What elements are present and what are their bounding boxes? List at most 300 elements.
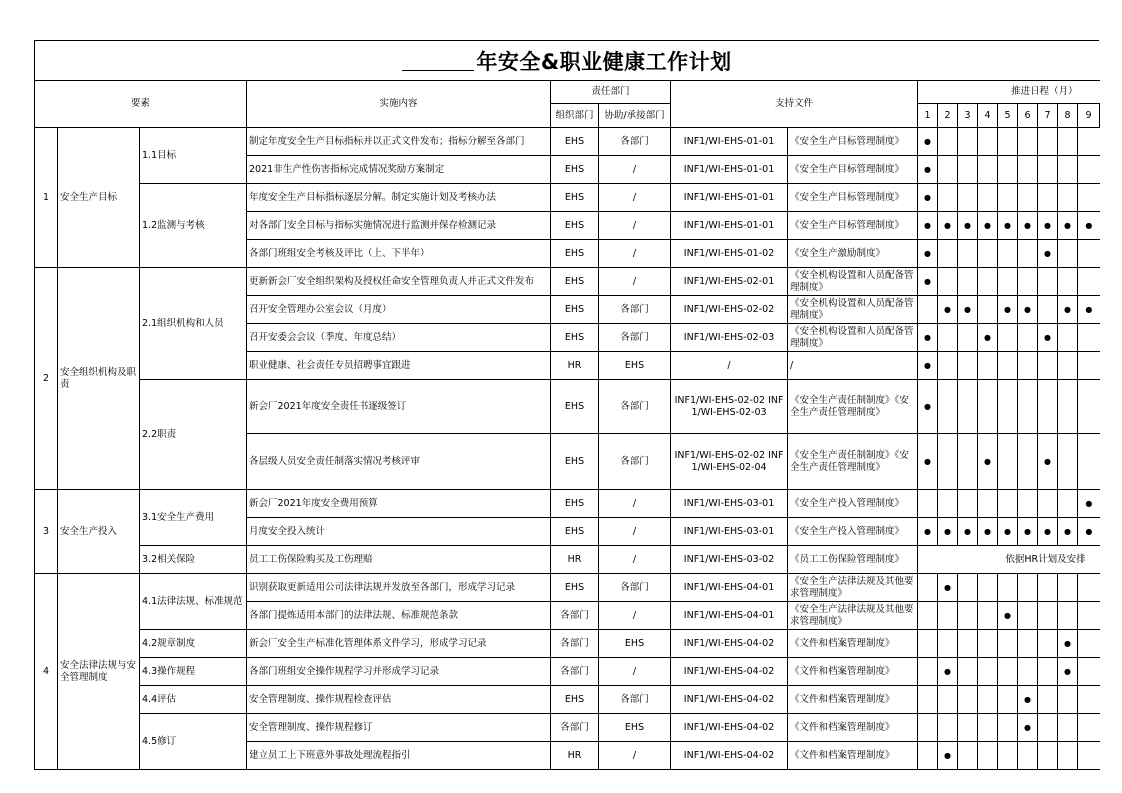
month-cell	[1038, 380, 1058, 434]
section-name: 安全法律法规与安全管理制度	[58, 574, 140, 770]
month-cell	[1038, 574, 1058, 602]
month-cell	[1058, 490, 1078, 518]
org-dept: EHS	[551, 434, 599, 490]
month-mark: ●	[1038, 434, 1058, 490]
month-cell	[1038, 352, 1058, 380]
month-cell	[1018, 184, 1038, 212]
month-cell	[918, 714, 938, 742]
table-row	[35, 714, 1100, 742]
month-cell	[958, 490, 978, 518]
month-cell	[1058, 434, 1078, 490]
month-cell	[978, 490, 998, 518]
assist-dept: EHS	[599, 714, 671, 742]
month-cell	[938, 630, 958, 658]
doc-name: 《安全机构设置和人员配备管理制度》	[788, 296, 918, 324]
month-cell	[1018, 268, 1038, 296]
month-cell	[978, 658, 998, 686]
org-dept: EHS	[551, 128, 599, 156]
month-mark: ●	[1078, 296, 1100, 324]
doc-name: 《安全生产激励制度》	[788, 240, 918, 268]
month-header: 7	[1038, 104, 1058, 128]
task-content: 职业健康、社会责任专员招聘事宜跟进	[247, 352, 551, 380]
month-cell	[1018, 324, 1038, 352]
task-content: 识别获取更新适用公司法律法规并发放至各部门，形成学习记录	[247, 574, 551, 602]
month-mark: ●	[918, 156, 938, 184]
subsection-name: 2.2职责	[140, 380, 247, 490]
doc-name: 《安全生产目标管理制度》	[788, 156, 918, 184]
month-cell	[1038, 602, 1058, 630]
month-cell	[958, 240, 978, 268]
header-assist-dept: 协助/承接部门	[599, 104, 671, 128]
month-cell	[1018, 434, 1038, 490]
month-mark: ●	[998, 602, 1018, 630]
doc-code: INF1/WI-EHS-01-01	[671, 156, 788, 184]
month-mark: ●	[918, 518, 938, 546]
month-cell	[1078, 352, 1100, 380]
month-cell	[1038, 714, 1058, 742]
task-content: 员工工伤保险购买及工伤理赔	[247, 546, 551, 574]
month-mark: ●	[938, 574, 958, 602]
doc-code: INF1/WI-EHS-03-01	[671, 518, 788, 546]
month-cell	[938, 324, 958, 352]
month-mark: ●	[938, 212, 958, 240]
month-cell	[998, 184, 1018, 212]
month-mark: ●	[918, 184, 938, 212]
month-cell	[998, 324, 1018, 352]
month-cell	[978, 128, 998, 156]
month-mark: ●	[978, 434, 998, 490]
month-cell	[958, 658, 978, 686]
month-cell	[998, 156, 1018, 184]
month-cell	[958, 156, 978, 184]
month-cell	[1058, 686, 1078, 714]
doc-name: 《文件和档案管理制度》	[788, 714, 918, 742]
month-cell	[918, 296, 938, 324]
month-cell	[1078, 268, 1100, 296]
month-mark: ●	[918, 128, 938, 156]
month-cell	[978, 380, 998, 434]
month-cell	[918, 686, 938, 714]
month-cell	[1018, 602, 1038, 630]
month-cell	[1058, 184, 1078, 212]
month-header: 9	[1078, 104, 1100, 128]
org-dept: 各部门	[551, 602, 599, 630]
month-cell	[978, 742, 998, 770]
doc-name: 《安全机构设置和人员配备管理制度》	[788, 324, 918, 352]
month-mark: ●	[1058, 518, 1078, 546]
table-row	[35, 128, 1100, 156]
month-cell	[998, 268, 1018, 296]
header-schedule: 推进日程（月）	[918, 81, 1100, 104]
task-content: 安全管理制度、操作规程检查评估	[247, 686, 551, 714]
month-cell	[958, 352, 978, 380]
month-cell	[958, 324, 978, 352]
task-content: 更新新会厂安全组织架构及授权任命安全管理负责人并正式文件发布	[247, 268, 551, 296]
doc-code: INF1/WI-EHS-04-02	[671, 714, 788, 742]
month-header: 8	[1058, 104, 1078, 128]
assist-dept: /	[599, 184, 671, 212]
month-header: 4	[978, 104, 998, 128]
month-cell	[1018, 352, 1038, 380]
month-mark: ●	[1078, 490, 1100, 518]
doc-code: INF1/WI-EHS-01-01	[671, 184, 788, 212]
month-cell	[958, 574, 978, 602]
month-mark: ●	[978, 212, 998, 240]
month-cell	[978, 630, 998, 658]
month-header: 3	[958, 104, 978, 128]
month-cell	[998, 352, 1018, 380]
month-mark: ●	[1058, 296, 1078, 324]
assist-dept: EHS	[599, 352, 671, 380]
month-cell	[1058, 324, 1078, 352]
month-cell	[1058, 742, 1078, 770]
month-mark: ●	[1078, 518, 1100, 546]
assist-dept: /	[599, 518, 671, 546]
month-cell	[978, 714, 998, 742]
worksheet	[34, 40, 1099, 770]
year-blank	[402, 50, 474, 71]
month-cell	[958, 184, 978, 212]
task-content: 新会厂2021年度安全费用预算	[247, 490, 551, 518]
month-cell	[1038, 630, 1058, 658]
month-mark: ●	[918, 240, 938, 268]
month-cell	[998, 742, 1018, 770]
org-dept: 各部门	[551, 658, 599, 686]
month-mark: ●	[938, 742, 958, 770]
assist-dept: /	[599, 658, 671, 686]
month-cell	[1038, 658, 1058, 686]
assist-dept: /	[599, 742, 671, 770]
subsection-name: 3.2相关保险	[140, 546, 247, 574]
month-cell	[998, 434, 1018, 490]
month-cell	[958, 434, 978, 490]
month-cell	[1058, 128, 1078, 156]
assist-dept: /	[599, 240, 671, 268]
subsection-name: 3.1安全生产费用	[140, 490, 247, 546]
header-content: 实施内容	[247, 81, 551, 128]
doc-code: INF1/WI-EHS-04-01	[671, 602, 788, 630]
assist-dept: /	[599, 212, 671, 240]
month-cell	[978, 184, 998, 212]
month-mark: ●	[1038, 212, 1058, 240]
month-cell	[978, 268, 998, 296]
month-cell	[1078, 128, 1100, 156]
table-row	[35, 630, 1100, 658]
month-cell	[1058, 156, 1078, 184]
task-content: 召开安全管理办公室会议（月度）	[247, 296, 551, 324]
doc-name: 《安全生产责任制制度》《安全生产责任管理制度》	[788, 434, 918, 490]
month-cell	[918, 602, 938, 630]
task-content: 新会厂2021年度安全责任书逐级签订	[247, 380, 551, 434]
month-mark: ●	[918, 434, 938, 490]
month-mark: ●	[1058, 630, 1078, 658]
month-mark: ●	[998, 518, 1018, 546]
month-cell	[1078, 324, 1100, 352]
doc-name: 《安全生产法律法规及其他要求管理制度》	[788, 574, 918, 602]
month-cell	[1018, 574, 1038, 602]
month-cell	[938, 714, 958, 742]
section-number: 4	[35, 574, 58, 770]
month-header: 6	[1018, 104, 1038, 128]
section-number: 2	[35, 268, 58, 490]
month-cell	[1078, 240, 1100, 268]
task-content: 各部门提炼适用本部门的法律法规、标准规范条款	[247, 602, 551, 630]
month-cell	[1018, 630, 1038, 658]
month-cell	[938, 380, 958, 434]
month-cell	[1038, 686, 1058, 714]
doc-name: 《员工工伤保险管理制度》	[788, 546, 918, 574]
org-dept: HR	[551, 742, 599, 770]
month-cell	[998, 686, 1018, 714]
month-cell	[1038, 296, 1058, 324]
month-cell	[958, 128, 978, 156]
doc-code: INF1/WI-EHS-04-02	[671, 686, 788, 714]
sheet-title	[34, 40, 1099, 80]
doc-name: 《安全生产目标管理制度》	[788, 184, 918, 212]
month-mark: ●	[1038, 518, 1058, 546]
month-mark: ●	[938, 296, 958, 324]
month-mark: ●	[998, 212, 1018, 240]
org-dept: EHS	[551, 296, 599, 324]
header-org-dept: 组织部门	[551, 104, 599, 128]
month-cell	[938, 128, 958, 156]
assist-dept: /	[599, 490, 671, 518]
month-cell	[998, 658, 1018, 686]
month-cell	[938, 434, 958, 490]
month-mark: ●	[1038, 324, 1058, 352]
month-mark: ●	[1018, 686, 1038, 714]
assist-dept: 各部门	[599, 686, 671, 714]
month-mark: ●	[1018, 212, 1038, 240]
task-content: 新会厂安全生产标准化管理体系文件学习，形成学习记录	[247, 630, 551, 658]
month-cell	[958, 686, 978, 714]
org-dept: EHS	[551, 324, 599, 352]
month-cell	[1038, 156, 1058, 184]
org-dept: EHS	[551, 380, 599, 434]
doc-code: INF1/WI-EHS-03-02	[671, 546, 788, 574]
month-cell	[918, 742, 938, 770]
month-cell	[1058, 574, 1078, 602]
doc-name: 《安全机构设置和人员配备管理制度》	[788, 268, 918, 296]
section-name: 安全生产目标	[58, 128, 140, 268]
subsection-name: 4.5修订	[140, 714, 247, 770]
month-cell	[1058, 714, 1078, 742]
header-dept: 责任部门	[551, 81, 671, 104]
task-content: 制定年度安全生产目标指标并以正式文件发布；指标分解至各部门	[247, 128, 551, 156]
doc-code: INF1/WI-EHS-04-02	[671, 742, 788, 770]
month-cell	[978, 352, 998, 380]
org-dept: EHS	[551, 212, 599, 240]
month-cell	[1018, 128, 1038, 156]
month-cell	[1078, 434, 1100, 490]
month-cell	[1078, 156, 1100, 184]
doc-name: 《文件和档案管理制度》	[788, 742, 918, 770]
org-dept: 各部门	[551, 714, 599, 742]
doc-name: /	[788, 352, 918, 380]
month-mark: ●	[918, 352, 938, 380]
month-cell	[1058, 602, 1078, 630]
month-cell	[1078, 184, 1100, 212]
month-mark: ●	[938, 518, 958, 546]
month-cell	[1058, 268, 1078, 296]
month-mark: ●	[958, 296, 978, 324]
month-cell	[958, 380, 978, 434]
doc-code: INF1/WI-EHS-04-01	[671, 574, 788, 602]
month-mark: ●	[918, 324, 938, 352]
month-cell	[1018, 380, 1038, 434]
table-row	[35, 574, 1100, 602]
doc-code: INF1/WI-EHS-02-01	[671, 268, 788, 296]
task-content: 2021非生产性伤害指标完成情况奖励方案制定	[247, 156, 551, 184]
month-cell	[918, 630, 938, 658]
subsection-name: 1.1目标	[140, 128, 247, 184]
month-cell	[958, 602, 978, 630]
month-cell	[998, 574, 1018, 602]
month-cell	[1058, 380, 1078, 434]
month-cell	[938, 184, 958, 212]
month-cell	[938, 240, 958, 268]
month-cell	[978, 602, 998, 630]
month-cell	[1078, 380, 1100, 434]
subsection-name: 4.2规章制度	[140, 630, 247, 658]
month-cell	[1078, 602, 1100, 630]
doc-name: 《安全生产目标管理制度》	[788, 128, 918, 156]
month-cell	[1038, 128, 1058, 156]
month-cell	[958, 630, 978, 658]
month-cell	[1038, 742, 1058, 770]
task-content: 安全管理制度、操作规程修订	[247, 714, 551, 742]
table-row	[35, 380, 1100, 434]
month-cell	[1038, 490, 1058, 518]
assist-dept: 各部门	[599, 324, 671, 352]
subsection-name: 1.2监测与考核	[140, 184, 247, 268]
month-cell	[1078, 658, 1100, 686]
section-number: 1	[35, 128, 58, 268]
month-cell	[978, 240, 998, 268]
month-cell	[918, 574, 938, 602]
org-dept: EHS	[551, 268, 599, 296]
doc-name: 《安全生产投入管理制度》	[788, 490, 918, 518]
assist-dept: /	[599, 602, 671, 630]
task-content: 各层级人员安全责任制落实情况考核评审	[247, 434, 551, 490]
month-mark: ●	[918, 212, 938, 240]
table-row	[35, 490, 1100, 518]
doc-name: 《安全生产法律法规及其他要求管理制度》	[788, 602, 918, 630]
month-cell	[1018, 490, 1038, 518]
month-cell	[1078, 714, 1100, 742]
month-mark: ●	[1018, 296, 1038, 324]
month-cell	[1078, 742, 1100, 770]
assist-dept: EHS	[599, 630, 671, 658]
month-cell	[1058, 240, 1078, 268]
task-content: 各部门班组安全考核及评比（上、下半年）	[247, 240, 551, 268]
month-mark: ●	[1078, 212, 1100, 240]
month-cell	[998, 380, 1018, 434]
doc-code: /	[671, 352, 788, 380]
doc-code: INF1/WI-EHS-02-02 INF1/WI-EHS-02-04	[671, 434, 788, 490]
month-mark: ●	[958, 212, 978, 240]
assist-dept: 各部门	[599, 574, 671, 602]
doc-name: 《文件和档案管理制度》	[788, 630, 918, 658]
doc-name: 《安全生产投入管理制度》	[788, 518, 918, 546]
month-mark: ●	[998, 296, 1018, 324]
assist-dept: 各部门	[599, 296, 671, 324]
month-cell	[1038, 184, 1058, 212]
doc-code: INF1/WI-EHS-02-02 INF1/WI-EHS-02-03	[671, 380, 788, 434]
subsection-name: 2.1组织机构和人员	[140, 268, 247, 380]
assist-dept: /	[599, 268, 671, 296]
month-header: 2	[938, 104, 958, 128]
month-mark: ●	[918, 380, 938, 434]
month-mark: ●	[978, 518, 998, 546]
task-content: 建立员工上下班意外事故处理流程指引	[247, 742, 551, 770]
task-content: 召开安委会会议（季度、年度总结）	[247, 324, 551, 352]
doc-code: INF1/WI-EHS-01-01	[671, 212, 788, 240]
month-cell	[978, 156, 998, 184]
month-cell	[1018, 240, 1038, 268]
month-cell	[938, 686, 958, 714]
month-cell	[938, 602, 958, 630]
month-mark: ●	[1058, 658, 1078, 686]
month-cell	[1018, 658, 1038, 686]
header-docs: 支持文件	[671, 81, 918, 128]
month-cell	[1018, 156, 1038, 184]
header-element: 要素	[35, 81, 247, 128]
doc-code: INF1/WI-EHS-04-02	[671, 658, 788, 686]
doc-code: INF1/WI-EHS-01-02	[671, 240, 788, 268]
month-cell	[938, 268, 958, 296]
month-cell	[1078, 574, 1100, 602]
assist-dept: /	[599, 546, 671, 574]
doc-code: INF1/WI-EHS-04-02	[671, 630, 788, 658]
schedule-note: 依据HR计划及安排	[918, 546, 1100, 574]
assist-dept: 各部门	[599, 380, 671, 434]
task-content: 对各部门安全目标与指标实施情况进行监测并保存检测记录	[247, 212, 551, 240]
month-mark: ●	[1018, 714, 1038, 742]
section-name: 安全生产投入	[58, 490, 140, 574]
assist-dept: 各部门	[599, 434, 671, 490]
month-cell	[1058, 352, 1078, 380]
month-cell	[918, 490, 938, 518]
assist-dept: 各部门	[599, 128, 671, 156]
month-cell	[978, 686, 998, 714]
org-dept: EHS	[551, 184, 599, 212]
table-row	[35, 546, 1100, 574]
table-row	[35, 686, 1100, 714]
month-mark: ●	[1018, 518, 1038, 546]
month-header: 1	[918, 104, 938, 128]
section-name: 安全组织机构及职责	[58, 268, 140, 490]
doc-name: 《安全生产责任制制度》《安全生产责任管理制度》	[788, 380, 918, 434]
table-row	[35, 268, 1100, 296]
sheet-title-text: 年安全&职业健康工作计划	[476, 49, 732, 74]
month-cell	[998, 128, 1018, 156]
month-cell	[918, 658, 938, 686]
org-dept: EHS	[551, 518, 599, 546]
plan-table	[34, 80, 1100, 770]
month-cell	[938, 156, 958, 184]
month-cell	[1018, 742, 1038, 770]
month-cell	[958, 268, 978, 296]
section-number: 3	[35, 490, 58, 574]
month-cell	[1038, 268, 1058, 296]
month-cell	[1078, 630, 1100, 658]
org-dept: HR	[551, 352, 599, 380]
task-content: 月度安全投入统计	[247, 518, 551, 546]
table-row	[35, 658, 1100, 686]
month-mark: ●	[978, 324, 998, 352]
month-cell	[958, 714, 978, 742]
